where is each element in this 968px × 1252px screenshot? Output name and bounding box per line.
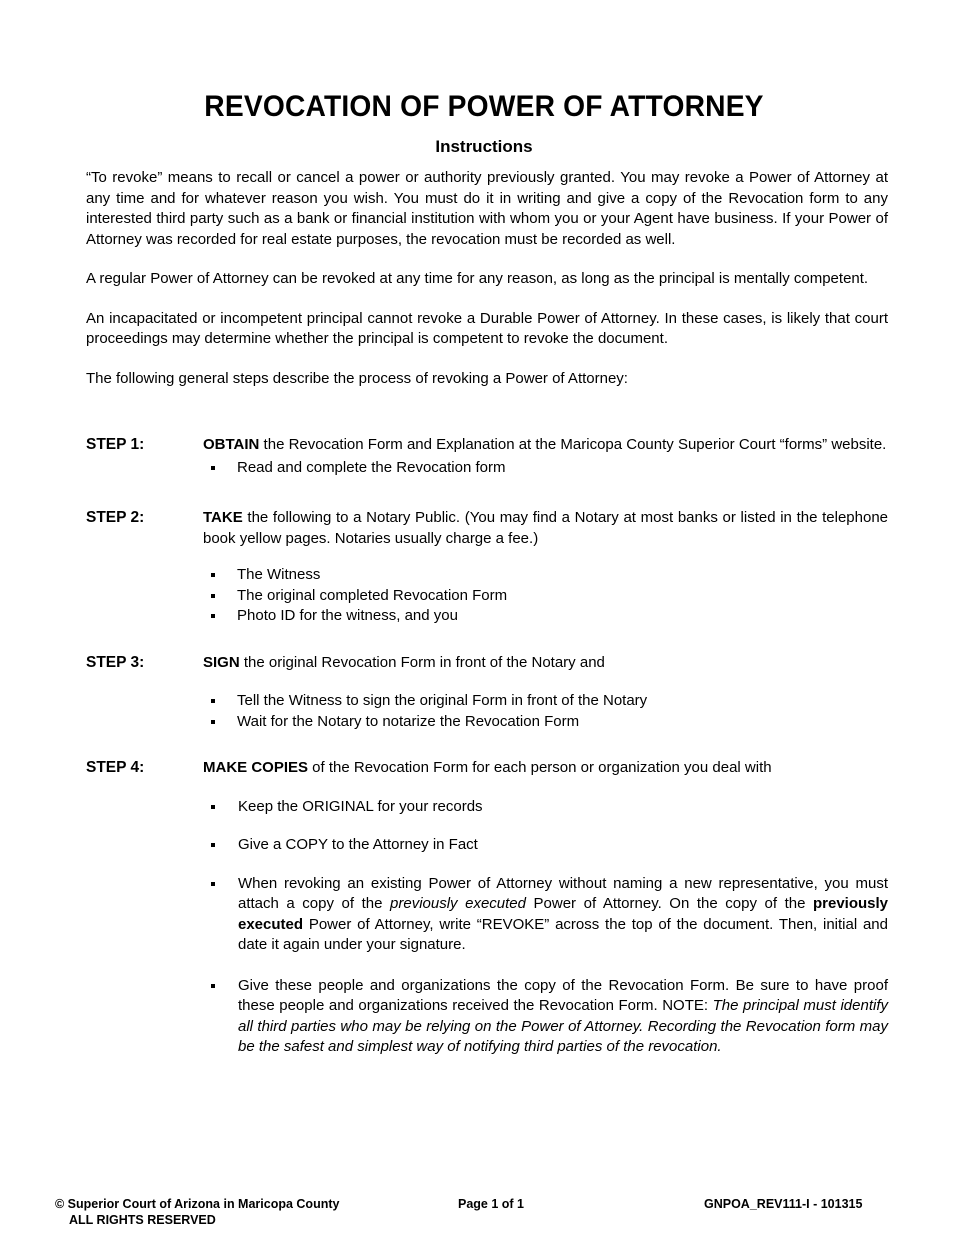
notify-italic-note: The principal must identify all third parties who may be relying on the Power of Attorney. Recording the Revocation form may be the safest and simplest way of notifying third parties of the revocation. <box>238 997 889 1055</box>
step-heading-row-1 <box>86 435 888 456</box>
list-item-revoke-instructions <box>210 874 888 956</box>
revoke-text-part-1: When revoking an existing Power of Attorney without naming a new representative, you must attach a copy of the <box>238 874 888 912</box>
step-text-4 <box>203 758 888 779</box>
step-lead-4: MAKE COPIES <box>203 759 309 776</box>
step-text-3 <box>203 653 888 674</box>
step-heading-row-2 <box>86 508 888 549</box>
intro-paragraph-4: The following general steps describe the process of revoking a Power of Attorney: <box>86 369 628 387</box>
list-item: Wait for the Notary to notarize the Revocation Form <box>210 712 888 733</box>
step-text-2 <box>203 508 888 549</box>
footer-copyright-line-2: ALL RIGHTS RESERVED <box>69 1213 216 1227</box>
intro-paragraph-1: “To revoke” means to recall or cancel a power or authority previously granted. You may revoke a Power of Attorney at any time and for whatever reason you wish. You must do it in writing and give a copy of the Revocation form to any interested third party such as a bank or financial institution with whom you or your Agent have business. If your Power of Attorney was recorded for real estate purposes, the revocation must be recorded as well. <box>86 169 888 248</box>
page-title: REVOCATION OF POWER OF ATTORNEY <box>204 90 764 124</box>
page-footer <box>0 1196 968 1242</box>
list-item: Photo ID for the witness, and you <box>210 606 888 627</box>
page-subtitle: Instructions <box>435 137 533 157</box>
list-item: The original completed Revocation Form <box>210 586 888 607</box>
step-bullets-4 <box>86 797 888 1058</box>
list-item: Give a COPY to the Attorney in Fact <box>210 835 888 856</box>
footer-copyright-line-1: © Superior Court of Arizona in Maricopa County <box>55 1197 340 1211</box>
step-label-2: STEP 2: <box>86 509 145 526</box>
step-lead-2: TAKE <box>203 509 243 526</box>
intro-paragraph-3: An incapacitated or incompetent principal cannot revoke a Durable Power of Attorney. In these cases, is likely that court proceedings may determine whether the principal is competent to revoke the document. <box>86 309 888 347</box>
revoke-italic-1: previously executed <box>390 895 526 912</box>
footer-copyright <box>55 1196 339 1228</box>
step-block-1 <box>86 435 888 478</box>
step-block-3 <box>86 653 888 733</box>
footer-page-number: Page 1 of 1 <box>458 1197 524 1211</box>
list-item: The Witness <box>210 565 888 586</box>
revoke-text-part-3: Power of Attorney, write “REVOKE” across the top of the document. Then, initial and date it again under your signature. <box>238 915 888 953</box>
step-label-4: STEP 4: <box>86 759 145 776</box>
step-body-1: the Revocation Form and Explanation at the Maricopa County Superior Court “forms” website. <box>259 436 887 453</box>
step-bullets-2 <box>86 565 888 627</box>
document-body <box>86 168 888 1058</box>
revoke-text-part-2: Power of Attorney. On the copy of the <box>525 895 813 912</box>
step-body-2: the following to a Notary Public. (You may find a Notary at most banks or listed in the telephone book yellow pages. Notaries usually charge a fee.) <box>203 509 888 547</box>
step-heading-row-3 <box>86 653 888 674</box>
step-lead-3: SIGN <box>203 653 240 671</box>
revoke-bold-1: previously executed <box>238 895 889 933</box>
list-item: Keep the ORIGINAL for your records <box>210 797 888 818</box>
step-bullets-1 <box>86 458 888 479</box>
step-text-1 <box>203 435 888 456</box>
list-item-notify-third-parties <box>210 976 888 1058</box>
step-label-3: STEP 3: <box>86 653 145 671</box>
list-item: Tell the Witness to sign the original Form in front of the Notary <box>210 691 888 712</box>
step-lead-1: OBTAIN <box>203 436 260 453</box>
list-item: Read and complete the Revocation form <box>210 458 888 479</box>
step-heading-row-4 <box>86 758 888 779</box>
step-block-4 <box>86 758 888 1058</box>
intro-paragraph-2: A regular Power of Attorney can be revoked at any time for any reason, as long as the principal is mentally competent. <box>86 270 869 287</box>
notify-text-part-1: Give these people and organizations the copy of the Revocation Form. Be sure to have proof these people and organizations received the Revocation Form. NOTE: <box>238 976 888 1014</box>
step-label-1: STEP 1: <box>86 436 145 453</box>
step-block-2 <box>86 508 888 627</box>
footer-form-code: GNPOA_REV111-I - 101315 <box>704 1197 863 1211</box>
step-bullets-3 <box>86 691 888 732</box>
step-body-3: the original Revocation Form in front of the Notary and <box>239 653 605 671</box>
step-body-4: of the Revocation Form for each person or organization you deal with <box>308 759 772 776</box>
